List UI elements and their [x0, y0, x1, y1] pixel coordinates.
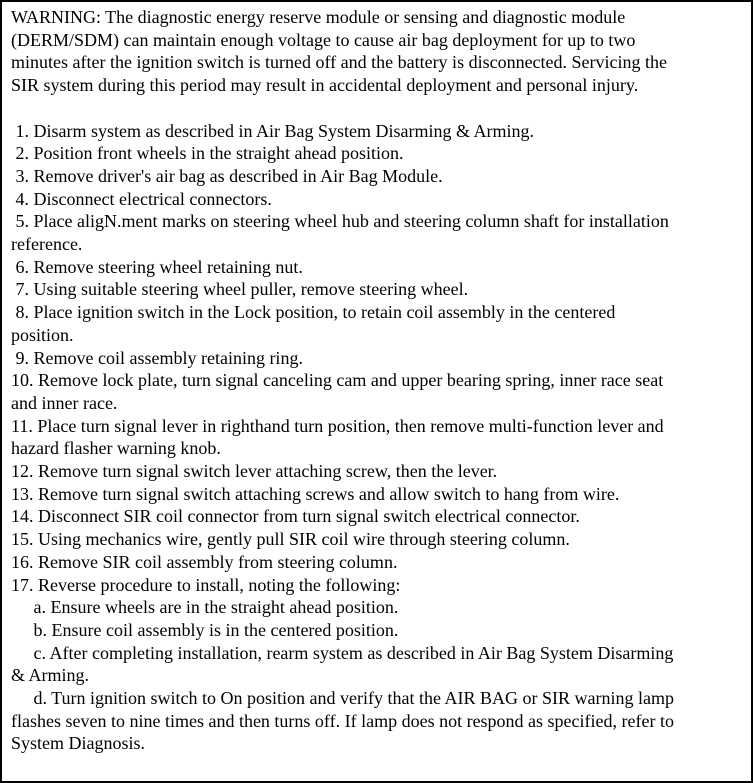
warning-text-line: SIR system during this period may result in accidental deployment and personal injury.: [11, 75, 639, 96]
procedure-text-line: 12. Remove turn signal switch lever attaching screw, then the lever.: [11, 461, 498, 482]
procedure-text-line: 1. Disarm system as described in Air Bag System Disarming & Arming.: [11, 120, 534, 141]
procedure-text-line: d. Turn ignition switch to On position and verify that the AIR BAG or SIR warning lamp: [11, 688, 674, 709]
warning-text-line: (DERM/SDM) can maintain enough voltage to cause air bag deployment for up to two: [11, 29, 636, 50]
procedure-text-line: & Arming.: [11, 665, 90, 686]
procedure-text-line: a. Ensure wheels are in the straight ahead position.: [11, 597, 399, 618]
procedure-text-line: 8. Place ignition switch in the Lock position, to retain coil assembly in the centered: [11, 302, 616, 323]
warning-paragraph: [11, 6, 742, 97]
procedure-text-line: System Diagnosis.: [11, 733, 146, 754]
procedure-text-line: 11. Place turn signal lever in righthand turn position, then remove multi-function lever and: [11, 415, 664, 436]
procedure-text-line: 13. Remove turn signal switch attaching screws and allow switch to hang from wire.: [11, 483, 620, 504]
warning-text-line: minutes after the ignition switch is turned off and the battery is disconnected. Servicing the: [11, 52, 668, 73]
procedure-text-line: 15. Using mechanics wire, gently pull SIR coil wire through steering column.: [11, 529, 570, 550]
procedure-text-line: 17. Reverse procedure to install, noting the following:: [11, 574, 401, 595]
procedure-text-line: 9. Remove coil assembly retaining ring.: [11, 347, 303, 368]
procedure-text-line: 4. Disconnect electrical connectors.: [11, 188, 272, 209]
procedure-text-line: 6. Remove steering wheel retaining nut.: [11, 256, 303, 277]
procedure-text-line: and inner race.: [11, 392, 118, 413]
procedure-text-line: flashes seven to nine times and then turns off. If lamp does not respond as specified, refer to: [11, 710, 674, 731]
procedure-text-line: 14. Disconnect SIR coil connector from turn signal switch electrical connector.: [11, 506, 580, 527]
procedure-text-line: reference.: [11, 234, 83, 255]
procedure-text-line: b. Ensure coil assembly is in the centered position.: [11, 619, 399, 640]
procedure-text-line: 16. Remove SIR coil assembly from steering column.: [11, 551, 398, 572]
procedure-text-line: 5. Place aligN.ment marks on steering wheel hub and steering column shaft for installation: [11, 211, 669, 232]
procedure-step-list: [11, 120, 742, 756]
warning-text-line: WARNING: The diagnostic energy reserve module or sensing and diagnostic module: [11, 7, 626, 27]
procedure-text-line: position.: [11, 324, 74, 345]
procedure-text-line: 3. Remove driver's air bag as described in Air Bag Module.: [11, 165, 443, 186]
procedure-text-line: 2. Position front wheels in the straight ahead position.: [11, 143, 404, 164]
procedure-text-line: 10. Remove lock plate, turn signal canceling cam and upper bearing spring, inner race seat: [11, 370, 664, 391]
procedure-text-line: c. After completing installation, rearm system as described in Air Bag System Disarming: [11, 642, 674, 663]
procedure-text-line: 7. Using suitable steering wheel puller, remove steering wheel.: [11, 279, 469, 300]
procedure-text-line: hazard flasher warning knob.: [11, 438, 221, 459]
